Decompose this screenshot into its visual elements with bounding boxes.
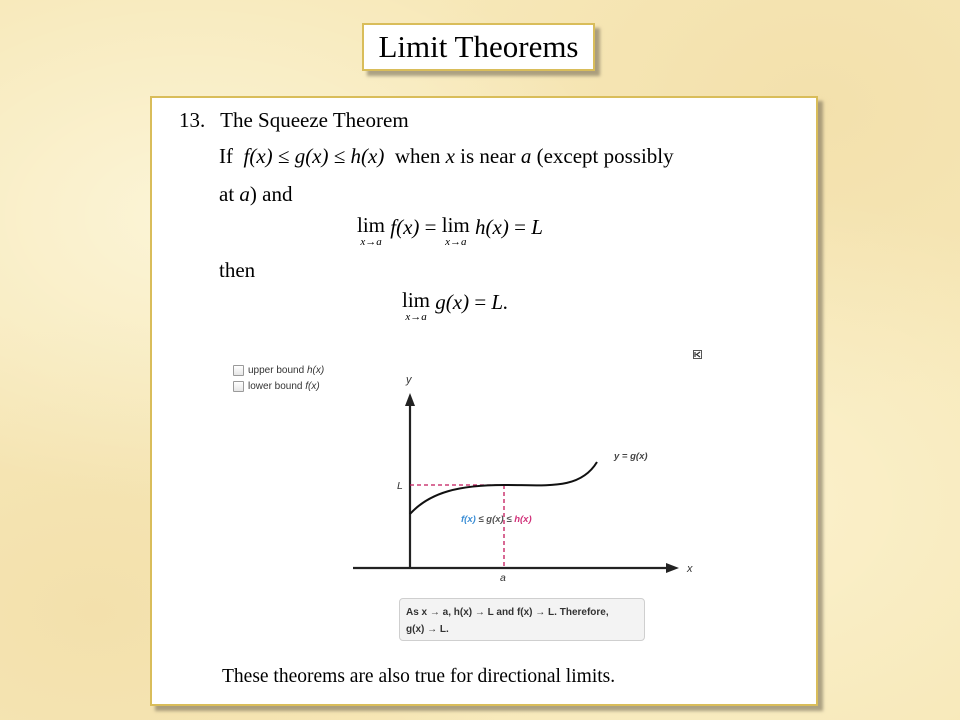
curve-label: y = g(x) bbox=[614, 451, 648, 462]
x-axis-arrow bbox=[666, 563, 679, 573]
lim-word: lim bbox=[441, 213, 470, 237]
equals-sign: = bbox=[424, 215, 437, 239]
lim-subscript: x→a bbox=[405, 311, 427, 323]
h-of-x: h(x) bbox=[475, 215, 509, 239]
lim-subscript: x→a bbox=[445, 236, 467, 248]
x-variable: x bbox=[445, 144, 455, 168]
caption-line-2: g(x) → L. bbox=[406, 624, 449, 635]
inequality-h: h(x) bbox=[514, 514, 532, 525]
y-axis-label: y bbox=[406, 374, 412, 386]
at-text: at bbox=[219, 182, 235, 206]
x-axis-label: x bbox=[687, 563, 693, 575]
g-of-x: g(x) bbox=[294, 144, 329, 168]
hypothesis-line-2 bbox=[219, 182, 292, 207]
hypothesis-line-1 bbox=[219, 144, 674, 169]
inequality-f: f(x) bbox=[461, 514, 476, 525]
limit-value-L: L bbox=[531, 215, 543, 239]
h-of-x: h(x) bbox=[350, 144, 385, 168]
f-of-x: f(x) bbox=[243, 144, 273, 168]
applet-caption bbox=[399, 598, 645, 641]
limit-equation-conclusion bbox=[402, 290, 508, 323]
g-of-x: g(x) bbox=[435, 290, 470, 314]
a-tick-label: a bbox=[500, 572, 506, 584]
lower-bound-var: f(x) bbox=[305, 381, 320, 392]
inequality-g: g(x) bbox=[486, 514, 504, 525]
leq-symbol: ≤ bbox=[277, 144, 290, 168]
lim-operator bbox=[402, 290, 430, 323]
f-of-x: f(x) bbox=[390, 215, 420, 239]
is-near-text: is near bbox=[460, 144, 516, 168]
lim-operator bbox=[357, 215, 385, 248]
a-variable: a bbox=[520, 144, 532, 168]
directional-limits-note: These theorems are also true for directional limits. bbox=[222, 666, 616, 687]
applet-checkbox-panel bbox=[233, 363, 324, 395]
lim-operator bbox=[442, 215, 470, 248]
lim-word: lim bbox=[402, 288, 431, 312]
reset-icon[interactable] bbox=[693, 350, 702, 359]
a-variable: a bbox=[239, 182, 250, 206]
upper-bound-label: upper bound bbox=[248, 365, 305, 376]
and-text: ) and bbox=[249, 182, 293, 206]
except-text: (except possibly bbox=[536, 144, 674, 168]
theorem-name: The Squeeze Theorem bbox=[220, 108, 409, 132]
theorem-heading bbox=[179, 108, 409, 133]
equals-sign: = bbox=[514, 215, 526, 239]
lower-bound-checkbox-row[interactable] bbox=[233, 379, 324, 394]
upper-bound-checkbox[interactable] bbox=[233, 365, 244, 376]
lower-bound-label: lower bound bbox=[248, 381, 303, 392]
slide-title: Limit Theorems bbox=[362, 23, 595, 71]
limit-equation-hypothesis bbox=[357, 215, 543, 248]
lim-word: lim bbox=[357, 213, 386, 237]
limit-value-L: L. bbox=[491, 290, 509, 314]
squeeze-graph bbox=[348, 368, 708, 598]
upper-bound-var: h(x) bbox=[306, 365, 325, 376]
upper-bound-checkbox-row[interactable] bbox=[233, 363, 324, 378]
inequality-label bbox=[461, 514, 532, 525]
theorem-panel bbox=[150, 96, 818, 706]
leq-symbol: ≤ bbox=[333, 144, 346, 168]
theorem-number: 13. bbox=[179, 108, 206, 132]
L-tick-label: L bbox=[397, 480, 403, 492]
lim-subscript: x→a bbox=[360, 236, 382, 248]
y-axis-arrow bbox=[405, 393, 415, 406]
caption-line-1: As x → a, h(x) → L and f(x) → L. Therefore, bbox=[406, 607, 609, 618]
if-word: If bbox=[219, 144, 233, 168]
equals-sign: = bbox=[474, 290, 487, 314]
then-word: then bbox=[219, 258, 256, 282]
inequality-leq-1: ≤ bbox=[478, 514, 484, 525]
when-text: when bbox=[394, 144, 441, 168]
inequality-leq-2: ≤ bbox=[506, 514, 512, 525]
lower-bound-checkbox[interactable] bbox=[233, 381, 244, 392]
